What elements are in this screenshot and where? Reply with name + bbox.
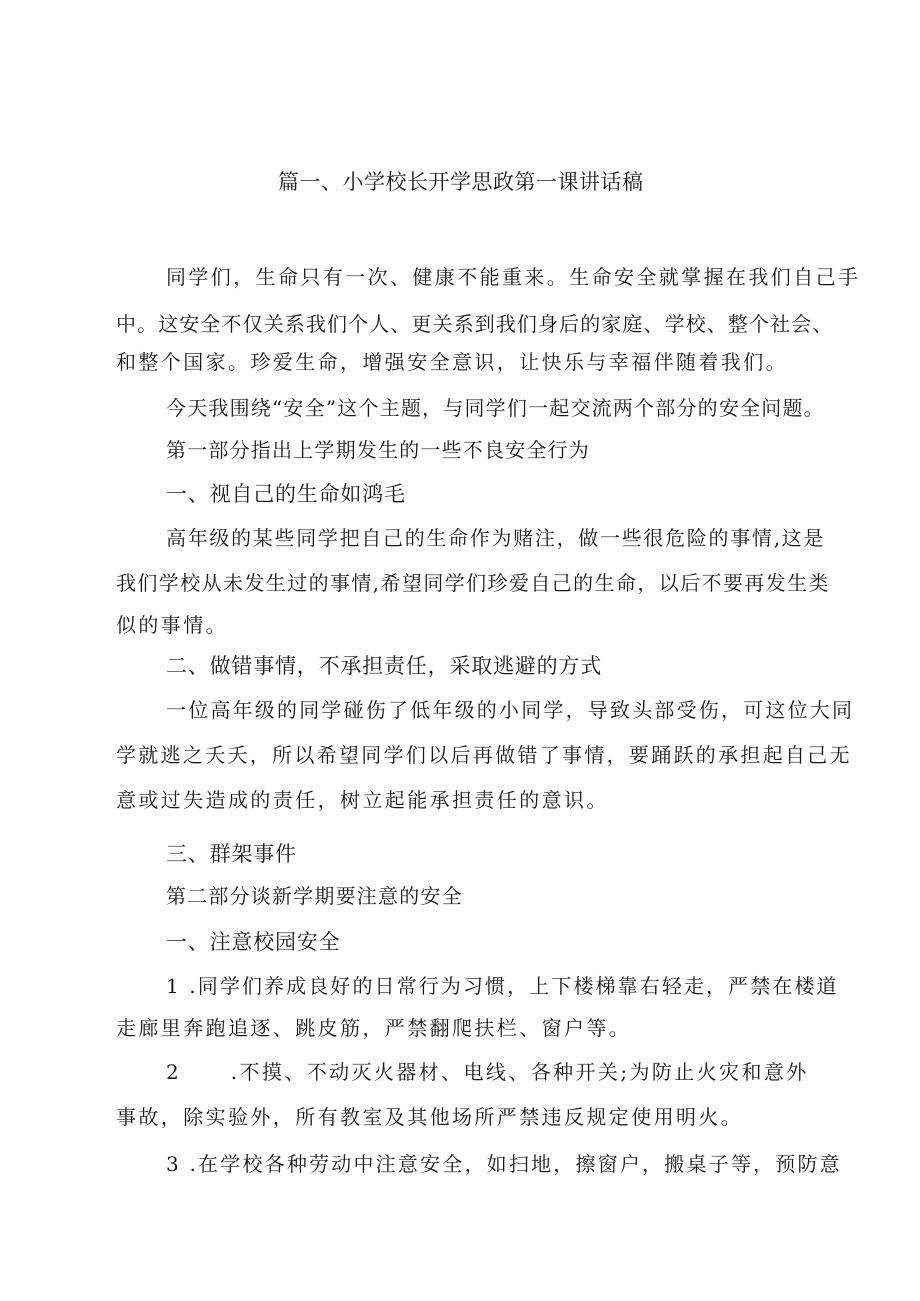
part1-item3-heading: 三、群架事件 [166, 842, 297, 866]
point-2-line-1 [166, 1058, 809, 1086]
point-2-number: 2 [166, 1060, 182, 1084]
point-2-text: .不摸、不动灭火器材、电线、各种开关;为防止火灾和意外 [230, 1060, 809, 1084]
point-3-text: .在学校各种劳动中注意安全，如扫地，擦窗户，搬桌子等，预防意 [189, 1152, 842, 1176]
point-1-line-1 [166, 972, 839, 1000]
point-3-number: 3 [166, 1152, 181, 1176]
part1-item1-line-3: 似的事情。 [116, 613, 228, 637]
point-1-text: .同学们养成良好的日常行为习惯，上下楼梯靠右轻走，严禁在楼道 [189, 974, 839, 998]
part1-heading: 第一部分指出上学期发生的一些不良安全行为 [166, 438, 590, 462]
part1-item2-line-2: 学就逃之夭夭，所以希望同学们以后再做错了事情，要踊跃的承担起自己无 [116, 743, 852, 767]
part2-item1-heading: 一、注意校园安全 [166, 930, 341, 954]
point-1-number: 1 [166, 974, 181, 998]
intro-line-3: 和整个国家。珍爱生命，增强安全意识，让快乐与幸福伴随着我们。 [116, 350, 788, 374]
part1-item1-heading: 一、视自己的生命如鸿毛 [166, 482, 406, 506]
point-1-line-2: 走廊里奔跑追逐、跳皮筋，严禁翻爬扶栏、窗户等。 [116, 1016, 632, 1040]
point-2-line-2: 事故，除实验外，所有教室及其他场所严禁违反规定使用明火。 [116, 1105, 744, 1129]
part2-heading: 第二部分谈新学期要注意的安全 [166, 884, 463, 908]
part1-item2-line-3: 意或过失造成的责任，树立起能承担责任的意识。 [116, 788, 609, 812]
part1-item2-line-1: 一位高年级的同学碰伤了低年级的小同学，导致头部受伤，可这位大同 [166, 698, 855, 722]
intro-line-2: 中。这安全不仅关系我们个人、更关系到我们身后的家庭、学校、整个社会、 [116, 312, 834, 336]
document-title: 篇一、小学校长开学思政第一课讲话稿 [278, 170, 644, 194]
point-3-line-1 [166, 1150, 842, 1178]
intro-line-1: 同学们，生命只有一次、健康不能重来。生命安全就掌握在我们自己手 [166, 265, 861, 289]
part1-item1-line-2: 我们学校从未发生过的事情,希望同学们珍爱自己的生命，以后不要再发生类 [116, 571, 830, 595]
topic-line: 今天我围绕“安全”这个主题，与同学们一起交流两个部分的安全问题。 [166, 396, 825, 420]
part1-item1-line-1: 高年级的某些同学把自己的生命作为赌注，做一些很危险的事情,这是 [166, 526, 826, 550]
part1-item2-heading: 二、做错事情，不承担责任，采取逃避的方式 [166, 654, 602, 678]
